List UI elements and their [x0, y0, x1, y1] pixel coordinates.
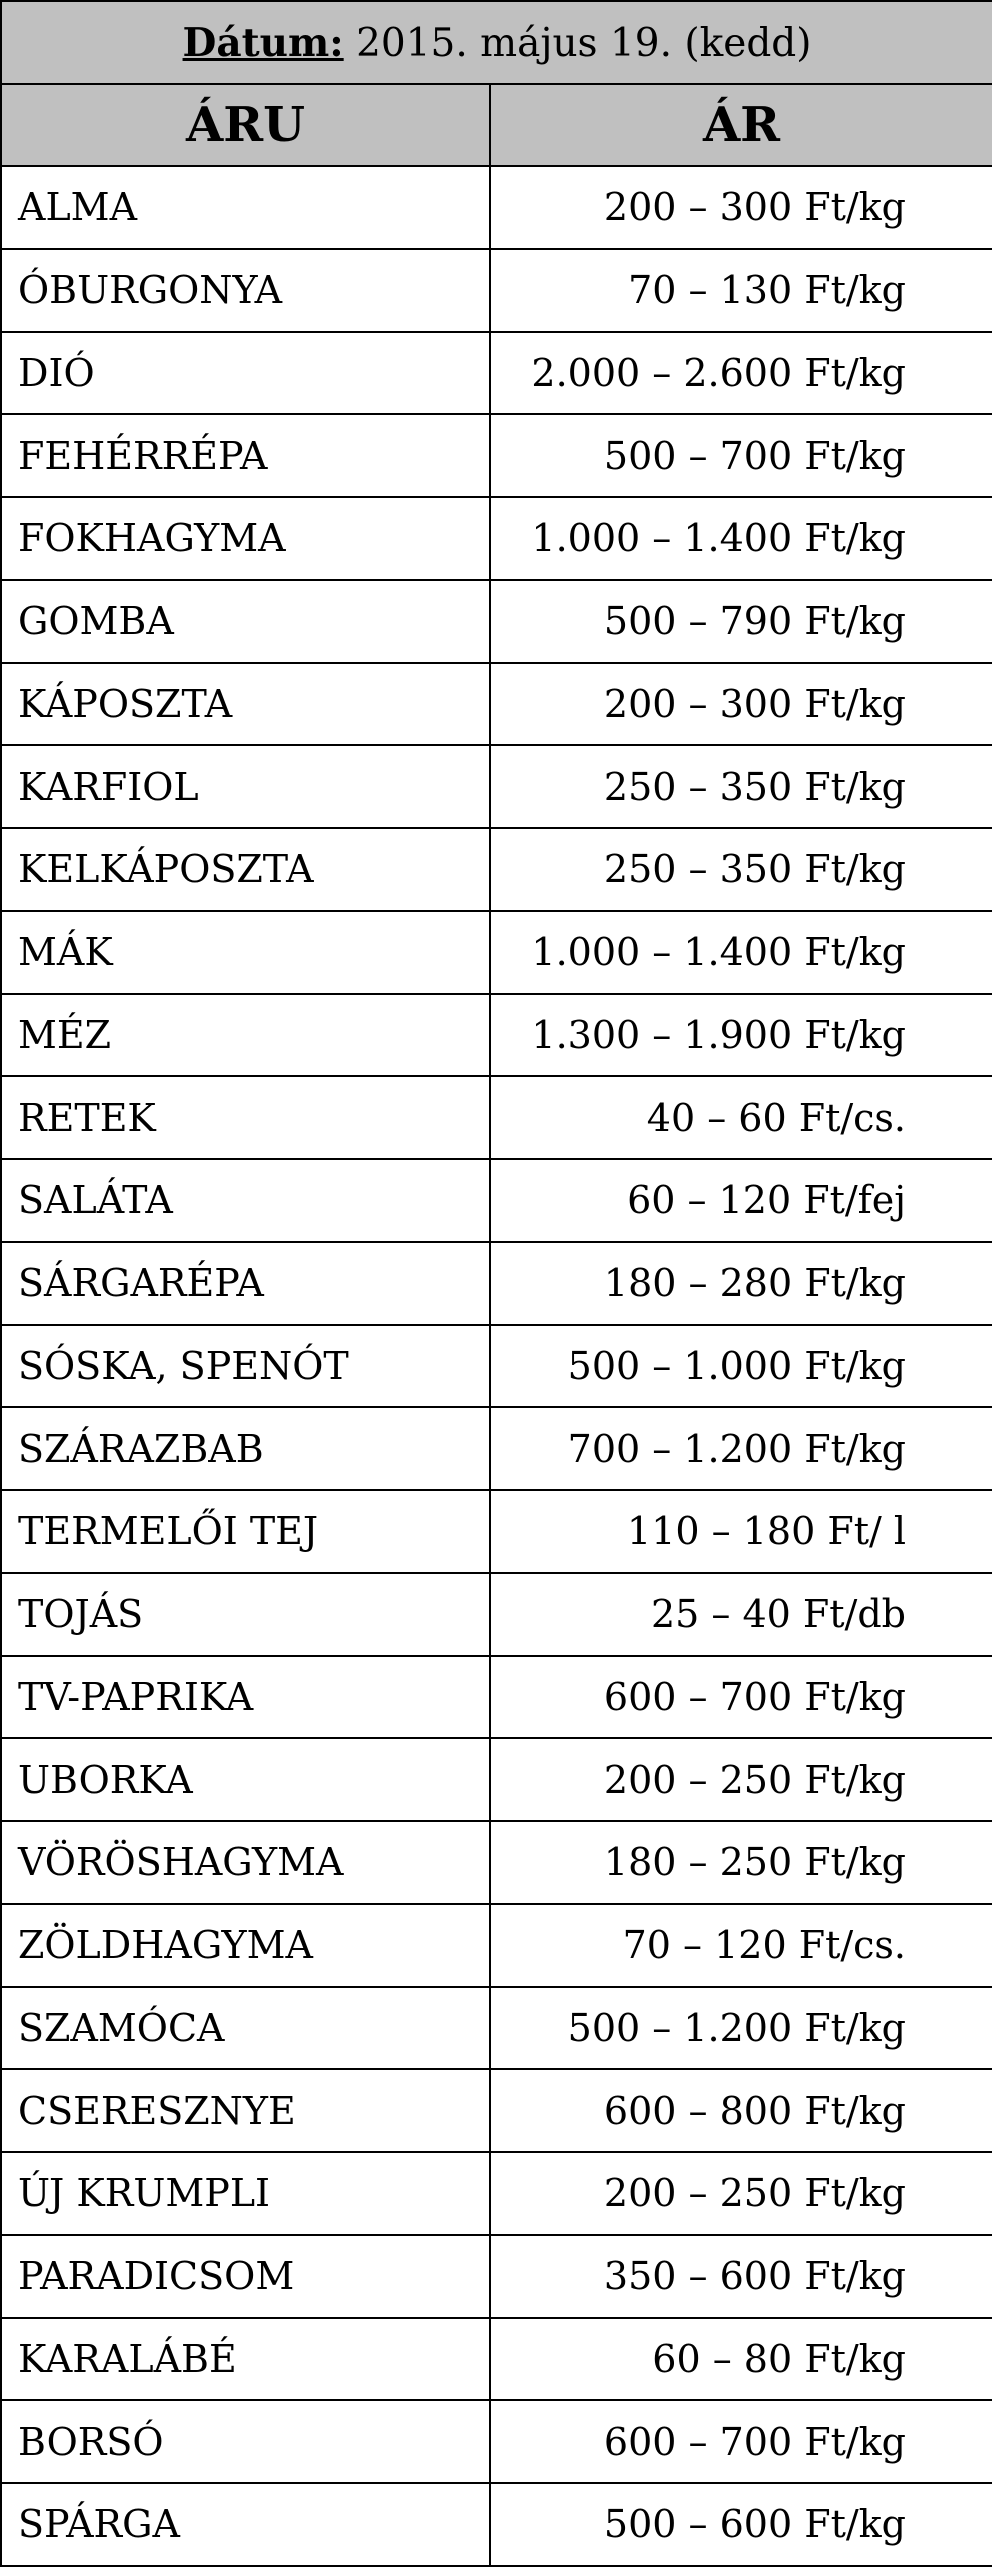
- item-name-cell: FEHÉRRÉPA: [1, 414, 490, 497]
- item-name-cell: KELKÁPOSZTA: [1, 828, 490, 911]
- table-row: [1, 1325, 992, 1408]
- item-name-cell: SALÁTA: [1, 1159, 490, 1242]
- date-label: Dátum:: [182, 19, 344, 66]
- price-range-cell: 1.300 – 1.900 Ft/kg: [490, 994, 992, 1077]
- item-name-cell: KARFIOL: [1, 745, 490, 828]
- table-row: [1, 166, 992, 249]
- item-name-cell: PARADICSOM: [1, 2235, 490, 2318]
- item-name-cell: SZAMÓCA: [1, 1987, 490, 2070]
- price-range-cell: 200 – 300 Ft/kg: [490, 663, 992, 746]
- price-range-cell: 70 – 130 Ft/kg: [490, 249, 992, 332]
- table-row: [1, 2400, 992, 2483]
- item-name-cell: SPÁRGA: [1, 2483, 490, 2566]
- item-name-cell: KÁPOSZTA: [1, 663, 490, 746]
- item-name-cell: BORSÓ: [1, 2400, 490, 2483]
- table-row: [1, 911, 992, 994]
- table-row: [1, 1242, 992, 1325]
- table-row: [1, 1490, 992, 1573]
- table-row: [1, 1656, 992, 1739]
- date-cell: [1, 1, 992, 84]
- item-name-cell: RETEK: [1, 1076, 490, 1159]
- item-name-cell: DIÓ: [1, 332, 490, 415]
- table-row: [1, 1738, 992, 1821]
- price-range-cell: 200 – 300 Ft/kg: [490, 166, 992, 249]
- item-name-cell: GOMBA: [1, 580, 490, 663]
- price-range-cell: 500 – 700 Ft/kg: [490, 414, 992, 497]
- price-range-cell: 200 – 250 Ft/kg: [490, 2152, 992, 2235]
- price-range-cell: 180 – 280 Ft/kg: [490, 1242, 992, 1325]
- price-range-cell: 40 – 60 Ft/cs.: [490, 1076, 992, 1159]
- item-name-cell: KARALÁBÉ: [1, 2318, 490, 2401]
- price-range-cell: 1.000 – 1.400 Ft/kg: [490, 497, 992, 580]
- column-header-price: ÁR: [490, 84, 992, 166]
- item-name-cell: ÚJ KRUMPLI: [1, 2152, 490, 2235]
- table-row: [1, 414, 992, 497]
- table-row: [1, 745, 992, 828]
- price-range-cell: 500 – 1.000 Ft/kg: [490, 1325, 992, 1408]
- price-range-cell: 600 – 700 Ft/kg: [490, 2400, 992, 2483]
- price-range-cell: 250 – 350 Ft/kg: [490, 745, 992, 828]
- item-name-cell: MÁK: [1, 911, 490, 994]
- item-name-cell: FOKHAGYMA: [1, 497, 490, 580]
- table-row: [1, 2483, 992, 2566]
- item-name-cell: UBORKA: [1, 1738, 490, 1821]
- price-range-cell: 25 – 40 Ft/db: [490, 1573, 992, 1656]
- price-range-cell: 180 – 250 Ft/kg: [490, 1821, 992, 1904]
- table-row: [1, 994, 992, 1077]
- item-name-cell: ÓBURGONYA: [1, 249, 490, 332]
- price-range-cell: 1.000 – 1.400 Ft/kg: [490, 911, 992, 994]
- item-name-cell: CSERESZNYE: [1, 2069, 490, 2152]
- item-name-cell: TV-PAPRIKA: [1, 1656, 490, 1739]
- price-range-cell: 250 – 350 Ft/kg: [490, 828, 992, 911]
- price-range-cell: 500 – 600 Ft/kg: [490, 2483, 992, 2566]
- price-range-cell: 700 – 1.200 Ft/kg: [490, 1407, 992, 1490]
- item-name-cell: VÖRÖSHAGYMA: [1, 1821, 490, 1904]
- table-row: [1, 2318, 992, 2401]
- price-range-cell: 60 – 80 Ft/kg: [490, 2318, 992, 2401]
- date-value: 2015. május 19. (kedd): [343, 20, 812, 66]
- table-row: [1, 1159, 992, 1242]
- price-range-cell: 600 – 800 Ft/kg: [490, 2069, 992, 2152]
- table-row: [1, 497, 992, 580]
- item-name-cell: SZÁRAZBAB: [1, 1407, 490, 1490]
- table-row: [1, 2152, 992, 2235]
- table-row: [1, 1573, 992, 1656]
- price-range-cell: 200 – 250 Ft/kg: [490, 1738, 992, 1821]
- price-range-cell: 110 – 180 Ft/ l: [490, 1490, 992, 1573]
- date-row: [1, 1, 992, 84]
- item-name-cell: ALMA: [1, 166, 490, 249]
- price-range-cell: 70 – 120 Ft/cs.: [490, 1904, 992, 1987]
- table-row: [1, 1987, 992, 2070]
- price-range-cell: 600 – 700 Ft/kg: [490, 1656, 992, 1739]
- table-row: [1, 2069, 992, 2152]
- item-name-cell: MÉZ: [1, 994, 490, 1077]
- table-row: [1, 663, 992, 746]
- table-row: [1, 1821, 992, 1904]
- header-row: [1, 84, 992, 166]
- item-name-cell: SÓSKA, SPENÓT: [1, 1325, 490, 1408]
- table-row: [1, 580, 992, 663]
- table-row: [1, 332, 992, 415]
- table-row: [1, 249, 992, 332]
- table-row: [1, 828, 992, 911]
- item-name-cell: ZÖLDHAGYMA: [1, 1904, 490, 1987]
- table-row: [1, 1076, 992, 1159]
- item-name-cell: TERMELŐI TEJ: [1, 1490, 490, 1573]
- price-range-cell: 500 – 790 Ft/kg: [490, 580, 992, 663]
- item-name-cell: TOJÁS: [1, 1573, 490, 1656]
- price-range-cell: 2.000 – 2.600 Ft/kg: [490, 332, 992, 415]
- table-row: [1, 1407, 992, 1490]
- price-range-cell: 500 – 1.200 Ft/kg: [490, 1987, 992, 2070]
- column-header-item: ÁRU: [1, 84, 490, 166]
- price-range-cell: 60 – 120 Ft/fej: [490, 1159, 992, 1242]
- item-name-cell: SÁRGARÉPA: [1, 1242, 490, 1325]
- price-range-cell: 350 – 600 Ft/kg: [490, 2235, 992, 2318]
- table-row: [1, 2235, 992, 2318]
- table-row: [1, 1904, 992, 1987]
